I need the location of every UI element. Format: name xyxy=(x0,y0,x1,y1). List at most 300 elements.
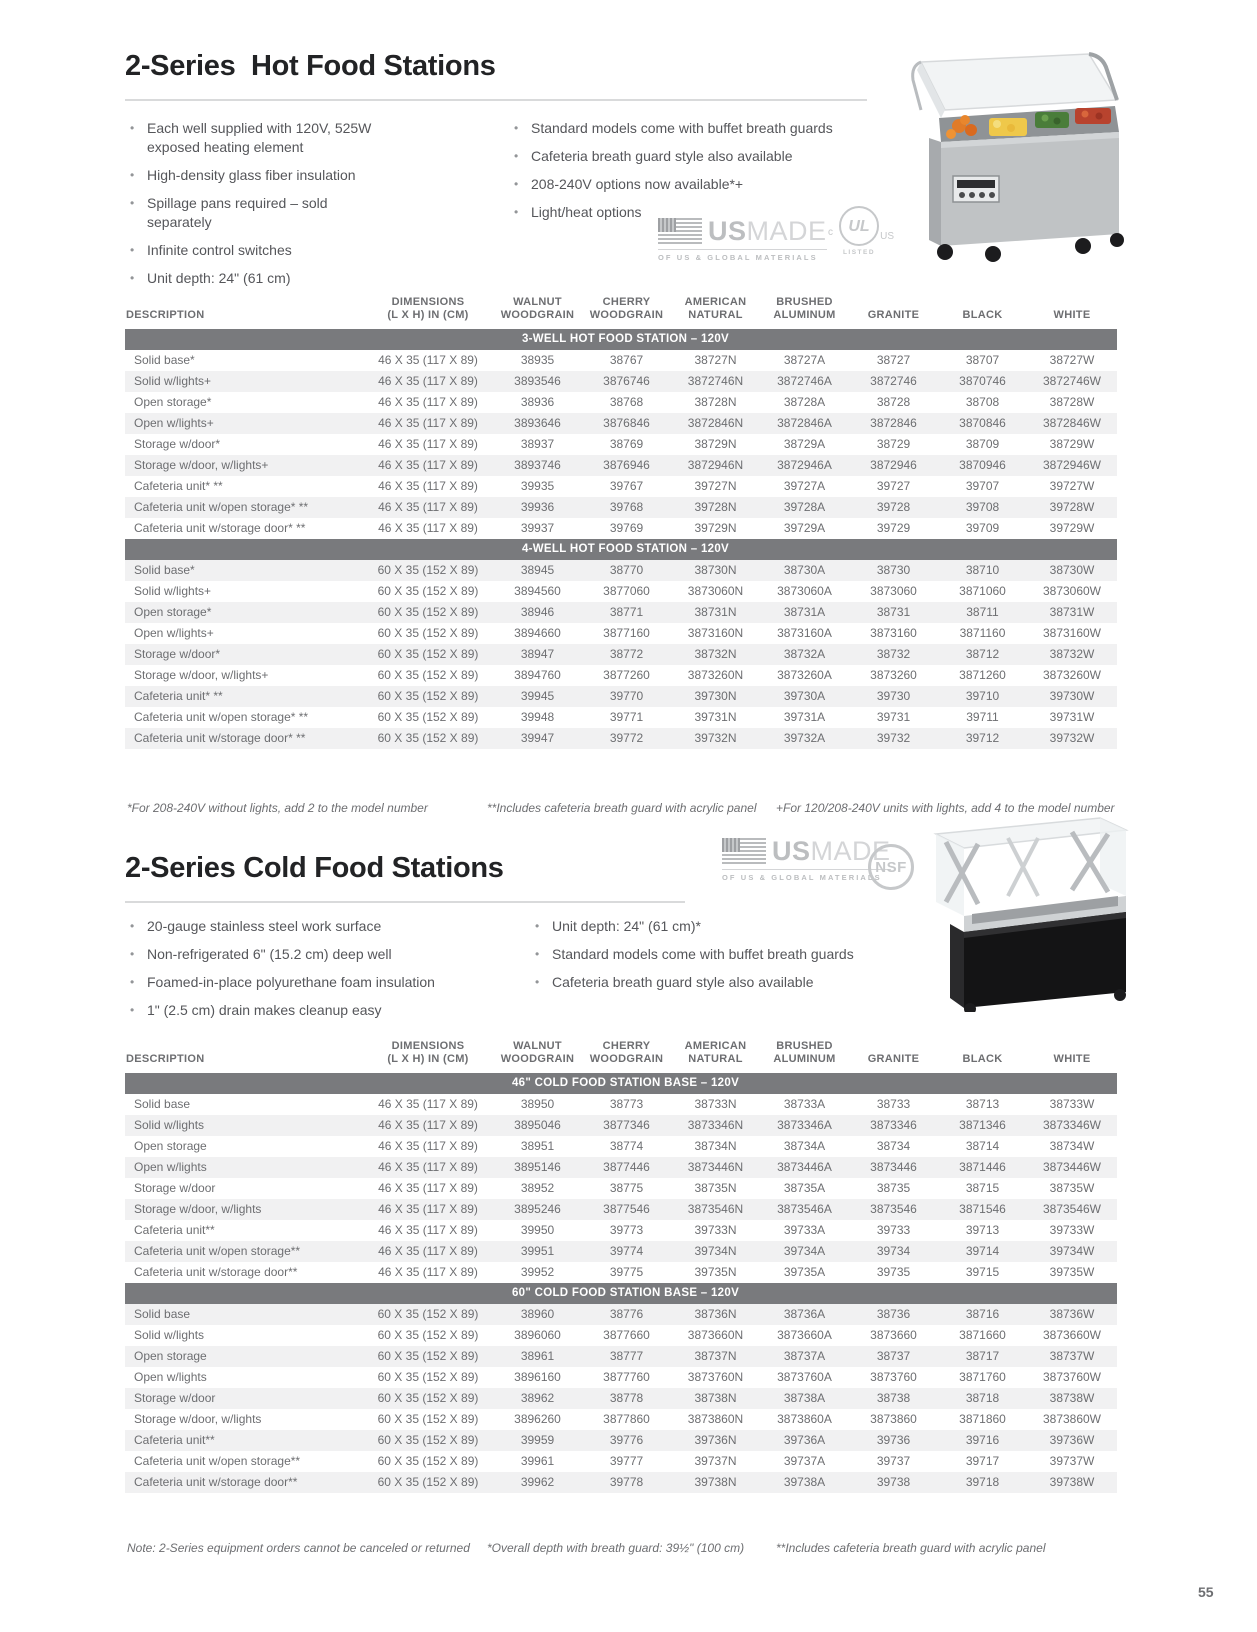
model-number-cell: 3877446 xyxy=(582,1157,671,1178)
bullet-item: • High-density glass fiber insulation xyxy=(128,166,396,185)
model-number-cell: 3872846N xyxy=(671,413,760,434)
model-number-cell: 38728N xyxy=(671,392,760,413)
model-number-cell: 39936 xyxy=(493,497,582,518)
model-number-cell: 39945 xyxy=(493,686,582,707)
hot-table-header-row xyxy=(125,296,1117,329)
model-number-cell: 3873546N xyxy=(671,1199,760,1220)
ul-c-mark: c xyxy=(828,227,833,238)
table-row xyxy=(125,665,1117,686)
table-row xyxy=(125,1472,1117,1493)
model-number-cell: 39773 xyxy=(582,1220,671,1241)
hot-station-image xyxy=(893,48,1125,266)
dimensions-cell: 60 X 35 (152 X 89) xyxy=(363,1304,493,1325)
description-cell: Cafeteria unit w/storage door** xyxy=(125,1262,363,1283)
model-number-cell: 38727A xyxy=(760,350,849,371)
table-row xyxy=(125,1325,1117,1346)
model-number-cell: 3873760W xyxy=(1027,1367,1117,1388)
model-number-cell: 39777 xyxy=(582,1451,671,1472)
model-number-cell: 3873260N xyxy=(671,665,760,686)
model-number-cell: 38772 xyxy=(582,644,671,665)
model-number-cell: 3873760 xyxy=(849,1367,938,1388)
description-cell: Open storage* xyxy=(125,602,363,623)
model-number-cell: 38738A xyxy=(760,1388,849,1409)
model-number-cell: 38710 xyxy=(938,560,1027,581)
model-number-cell: 3872946N xyxy=(671,455,760,476)
model-number-cell: 38738W xyxy=(1027,1388,1117,1409)
model-number-cell: 3871660 xyxy=(938,1325,1027,1346)
model-number-cell: 39731N xyxy=(671,707,760,728)
table-row xyxy=(125,1094,1117,1115)
model-number-cell: 38727W xyxy=(1027,350,1117,371)
model-number-cell: 3893546 xyxy=(493,371,582,392)
dimensions-cell: 46 X 35 (117 X 89) xyxy=(363,476,493,497)
model-number-cell: 38945 xyxy=(493,560,582,581)
dimensions-cell: 46 X 35 (117 X 89) xyxy=(363,371,493,392)
description-cell: Open storage xyxy=(125,1346,363,1367)
model-number-cell: 39735W xyxy=(1027,1262,1117,1283)
model-number-cell: 39937 xyxy=(493,518,582,539)
table-row xyxy=(125,1451,1117,1472)
model-number-cell: 38769 xyxy=(582,434,671,455)
column-header: WALNUT WOODGRAIN xyxy=(500,1040,575,1065)
dimensions-cell: 46 X 35 (117 X 89) xyxy=(363,1115,493,1136)
model-number-cell: 39947 xyxy=(493,728,582,749)
table-row xyxy=(125,623,1117,644)
cold-footnote-3: **Includes cafeteria breath guard with acrylic panel xyxy=(776,1541,1046,1555)
model-number-cell: 39713 xyxy=(938,1220,1027,1241)
model-number-cell: 3876746 xyxy=(582,371,671,392)
bullet-item: • Non-refrigerated 6" (15.2 cm) deep well xyxy=(128,945,508,964)
bullet-item: • Standard models come with buffet breath guards xyxy=(512,119,912,138)
model-number-cell: 38961 xyxy=(493,1346,582,1367)
dimensions-cell: 46 X 35 (117 X 89) xyxy=(363,350,493,371)
model-number-cell: 39950 xyxy=(493,1220,582,1241)
table-row xyxy=(125,455,1117,476)
description-cell: Solid base xyxy=(125,1304,363,1325)
model-number-cell: 3873660N xyxy=(671,1325,760,1346)
model-number-cell: 3895146 xyxy=(493,1157,582,1178)
bullet-item: • 20-gauge stainless steel work surface xyxy=(128,917,508,936)
model-number-cell: 38773 xyxy=(582,1094,671,1115)
usmade-light-text: MADE xyxy=(746,216,827,246)
description-cell: Storage w/door, w/lights xyxy=(125,1409,363,1430)
model-number-cell: 38946 xyxy=(493,602,582,623)
dimensions-cell: 60 X 35 (152 X 89) xyxy=(363,1388,493,1409)
model-number-cell: 39948 xyxy=(493,707,582,728)
model-number-cell: 3873446N xyxy=(671,1157,760,1178)
column-header: DIMENSIONS (L X H) IN (CM) xyxy=(387,1040,469,1065)
model-number-cell: 3873260 xyxy=(849,665,938,686)
model-number-cell: 39727N xyxy=(671,476,760,497)
table-row xyxy=(125,413,1117,434)
cold-footnote-1: Note: 2-Series equipment orders cannot be canceled or returned xyxy=(127,1541,470,1555)
dimensions-cell: 60 X 35 (152 X 89) xyxy=(363,560,493,581)
model-number-cell: 39738 xyxy=(849,1472,938,1493)
model-number-cell: 3871060 xyxy=(938,581,1027,602)
table-row xyxy=(125,560,1117,581)
model-number-cell: 3871346 xyxy=(938,1115,1027,1136)
model-number-cell: 38708 xyxy=(938,392,1027,413)
model-number-cell: 3873446 xyxy=(849,1157,938,1178)
model-number-cell: 38732N xyxy=(671,644,760,665)
bullet-item: • Unit depth: 24" (61 cm) xyxy=(128,269,396,288)
model-number-cell: 3873060 xyxy=(849,581,938,602)
usmade-logo xyxy=(658,218,827,262)
bullet-item: • Foamed-in-place polyurethane foam insulation xyxy=(128,973,508,992)
model-number-cell: 39767 xyxy=(582,476,671,497)
cold-station-image xyxy=(912,796,1130,1012)
hot-footnote-1: *For 208-240V without lights, add 2 to the model number xyxy=(127,801,428,815)
model-number-cell: 38962 xyxy=(493,1388,582,1409)
model-number-cell: 38774 xyxy=(582,1136,671,1157)
dimensions-cell: 60 X 35 (152 X 89) xyxy=(363,1346,493,1367)
hot-station-illustration xyxy=(893,48,1125,266)
hot-title-divider xyxy=(125,99,867,101)
table-row xyxy=(125,392,1117,413)
model-number-cell: 38770 xyxy=(582,560,671,581)
dimensions-cell: 46 X 35 (117 X 89) xyxy=(363,1136,493,1157)
table-row xyxy=(125,728,1117,749)
bullet-item: • Light/heat options xyxy=(512,203,912,222)
model-number-cell: 38736W xyxy=(1027,1304,1117,1325)
model-number-cell: 39775 xyxy=(582,1262,671,1283)
model-number-cell: 3873546A xyxy=(760,1199,849,1220)
description-cell: Open w/lights+ xyxy=(125,413,363,434)
model-number-cell: 39730N xyxy=(671,686,760,707)
model-number-cell: 39734A xyxy=(760,1241,849,1262)
model-number-cell: 39733A xyxy=(760,1220,849,1241)
model-number-cell: 39734 xyxy=(849,1241,938,1262)
model-number-cell: 38728 xyxy=(849,392,938,413)
model-number-cell: 3896060 xyxy=(493,1325,582,1346)
model-number-cell: 39731W xyxy=(1027,707,1117,728)
table-row xyxy=(125,1262,1117,1283)
model-number-cell: 3872746W xyxy=(1027,371,1117,392)
bullet-item: • Standard models come with buffet breath guards xyxy=(533,945,933,964)
model-number-cell: 3872746N xyxy=(671,371,760,392)
description-cell: Cafeteria unit* ** xyxy=(125,686,363,707)
model-number-cell: 38727 xyxy=(849,350,938,371)
model-number-cell: 38734A xyxy=(760,1136,849,1157)
model-number-cell: 3872846 xyxy=(849,413,938,434)
model-number-cell: 3877860 xyxy=(582,1409,671,1430)
model-number-cell: 3873446A xyxy=(760,1157,849,1178)
column-header: WALNUT WOODGRAIN xyxy=(500,296,575,321)
table-row xyxy=(125,1430,1117,1451)
model-number-cell: 39776 xyxy=(582,1430,671,1451)
table-row xyxy=(125,581,1117,602)
model-number-cell: 39738W xyxy=(1027,1472,1117,1493)
model-number-cell: 3872846W xyxy=(1027,413,1117,434)
model-number-cell: 3896160 xyxy=(493,1367,582,1388)
model-number-cell: 3877160 xyxy=(582,623,671,644)
column-header: WHITE xyxy=(1053,1053,1091,1065)
usmade-bold-text: US xyxy=(708,216,747,246)
description-cell: Storage w/door, w/lights+ xyxy=(125,665,363,686)
model-number-cell: 39731 xyxy=(849,707,938,728)
description-cell: Cafeteria unit** xyxy=(125,1430,363,1451)
model-number-cell: 3873860 xyxy=(849,1409,938,1430)
table-row xyxy=(125,518,1117,539)
model-number-cell: 39729A xyxy=(760,518,849,539)
model-number-cell: 38736A xyxy=(760,1304,849,1325)
model-number-cell: 39962 xyxy=(493,1472,582,1493)
model-number-cell: 3873546W xyxy=(1027,1199,1117,1220)
hot-footnote-2: **Includes cafeteria breath guard with acrylic panel xyxy=(487,801,757,815)
hot-food-table xyxy=(125,296,1117,749)
model-number-cell: 38729W xyxy=(1027,434,1117,455)
model-number-cell: 38737W xyxy=(1027,1346,1117,1367)
model-number-cell: 3873760N xyxy=(671,1367,760,1388)
model-number-cell: 3873660 xyxy=(849,1325,938,1346)
model-number-cell: 39710 xyxy=(938,686,1027,707)
model-number-cell: 39935 xyxy=(493,476,582,497)
model-number-cell: 3873160A xyxy=(760,623,849,644)
description-cell: Storage w/door xyxy=(125,1178,363,1199)
section-header-row: 3-WELL HOT FOOD STATION – 120V xyxy=(125,329,1117,350)
model-number-cell: 38735A xyxy=(760,1178,849,1199)
model-number-cell: 3871860 xyxy=(938,1409,1027,1430)
table-row xyxy=(125,1409,1117,1430)
table-row xyxy=(125,1367,1117,1388)
model-number-cell: 38937 xyxy=(493,434,582,455)
dimensions-cell: 60 X 35 (152 X 89) xyxy=(363,1325,493,1346)
model-number-cell: 38734W xyxy=(1027,1136,1117,1157)
column-header: DESCRIPTION xyxy=(126,309,205,321)
description-cell: Storage w/door, w/lights+ xyxy=(125,455,363,476)
model-number-cell: 39729N xyxy=(671,518,760,539)
model-number-cell: 3877660 xyxy=(582,1325,671,1346)
description-cell: Open w/lights xyxy=(125,1367,363,1388)
model-number-cell: 39731A xyxy=(760,707,849,728)
table-row xyxy=(125,1388,1117,1409)
column-header: WHITE xyxy=(1053,309,1091,321)
model-number-cell: 39728W xyxy=(1027,497,1117,518)
table-row xyxy=(125,434,1117,455)
model-number-cell: 38771 xyxy=(582,602,671,623)
model-number-cell: 39732 xyxy=(849,728,938,749)
cold-station-illustration xyxy=(912,796,1130,1012)
model-number-cell: 39774 xyxy=(582,1241,671,1262)
model-number-cell: 38730 xyxy=(849,560,938,581)
description-cell: Cafeteria unit w/storage door** xyxy=(125,1472,363,1493)
bullet-item: • Cafeteria breath guard style also available xyxy=(533,973,933,992)
model-number-cell: 39732W xyxy=(1027,728,1117,749)
model-number-cell: 38731N xyxy=(671,602,760,623)
model-number-cell: 3873546 xyxy=(849,1199,938,1220)
table-row xyxy=(125,1346,1117,1367)
model-number-cell: 3877060 xyxy=(582,581,671,602)
model-number-cell: 3896260 xyxy=(493,1409,582,1430)
dimensions-cell: 60 X 35 (152 X 89) xyxy=(363,686,493,707)
model-number-cell: 3894660 xyxy=(493,623,582,644)
column-header: AMERICAN NATURAL xyxy=(684,1040,747,1065)
description-cell: Open w/lights+ xyxy=(125,623,363,644)
model-number-cell: 39959 xyxy=(493,1430,582,1451)
model-number-cell: 3873060W xyxy=(1027,581,1117,602)
model-number-cell: 39952 xyxy=(493,1262,582,1283)
usmade-bold-text: US xyxy=(772,836,811,866)
model-number-cell: 39728 xyxy=(849,497,938,518)
us-flag-icon xyxy=(722,838,766,865)
model-number-cell: 39733 xyxy=(849,1220,938,1241)
column-header: DIMENSIONS (L X H) IN (CM) xyxy=(387,296,469,321)
usmade-tagline: OF US & GLOBAL MATERIALS xyxy=(722,869,891,882)
table-row xyxy=(125,1157,1117,1178)
model-number-cell: 39737W xyxy=(1027,1451,1117,1472)
column-header: BRUSHED ALUMINUM xyxy=(773,296,836,321)
model-number-cell: 3873160N xyxy=(671,623,760,644)
description-cell: Cafeteria unit w/storage door* ** xyxy=(125,728,363,749)
model-number-cell: 38718 xyxy=(938,1388,1027,1409)
model-number-cell: 39733W xyxy=(1027,1220,1117,1241)
description-cell: Cafeteria unit** xyxy=(125,1220,363,1241)
model-number-cell: 3870846 xyxy=(938,413,1027,434)
dimensions-cell: 60 X 35 (152 X 89) xyxy=(363,665,493,686)
column-header: BRUSHED ALUMINUM xyxy=(773,1040,836,1065)
model-number-cell: 38738N xyxy=(671,1388,760,1409)
model-number-cell: 3871760 xyxy=(938,1367,1027,1388)
cold-bullet-list-right xyxy=(533,917,933,1001)
model-number-cell: 39730 xyxy=(849,686,938,707)
model-number-cell: 38777 xyxy=(582,1346,671,1367)
model-number-cell: 39729W xyxy=(1027,518,1117,539)
model-number-cell: 39736 xyxy=(849,1430,938,1451)
model-number-cell: 39730W xyxy=(1027,686,1117,707)
model-number-cell: 3894560 xyxy=(493,581,582,602)
table-row xyxy=(125,1220,1117,1241)
dimensions-cell: 60 X 35 (152 X 89) xyxy=(363,1472,493,1493)
description-cell: Open w/lights xyxy=(125,1157,363,1178)
dimensions-cell: 46 X 35 (117 X 89) xyxy=(363,392,493,413)
table-row xyxy=(125,1178,1117,1199)
model-number-cell: 38936 xyxy=(493,392,582,413)
description-cell: Open storage* xyxy=(125,392,363,413)
model-number-cell: 3873160 xyxy=(849,623,938,644)
description-cell: Solid w/lights+ xyxy=(125,581,363,602)
column-header: CHERRY WOODGRAIN xyxy=(589,1040,664,1065)
model-number-cell: 38732 xyxy=(849,644,938,665)
table-row xyxy=(125,1115,1117,1136)
bullet-item: • 1" (2.5 cm) drain makes cleanup easy xyxy=(128,1001,508,1020)
description-cell: Cafeteria unit w/open storage** xyxy=(125,1241,363,1262)
cold-table-header-row xyxy=(125,1040,1117,1073)
cold-section-title: 2-Series Cold Food Stations xyxy=(125,852,504,884)
model-number-cell: 39771 xyxy=(582,707,671,728)
model-number-cell: 38732A xyxy=(760,644,849,665)
model-number-cell: 38935 xyxy=(493,350,582,371)
model-number-cell: 38737A xyxy=(760,1346,849,1367)
model-number-cell: 39711 xyxy=(938,707,1027,728)
model-number-cell: 3895246 xyxy=(493,1199,582,1220)
model-number-cell: 3871546 xyxy=(938,1199,1027,1220)
model-number-cell: 38732W xyxy=(1027,644,1117,665)
description-cell: Solid base* xyxy=(125,350,363,371)
model-number-cell: 3872846A xyxy=(760,413,849,434)
table-row xyxy=(125,602,1117,623)
model-number-cell: 3893746 xyxy=(493,455,582,476)
model-number-cell: 39737A xyxy=(760,1451,849,1472)
model-number-cell: 3871446 xyxy=(938,1157,1027,1178)
model-number-cell: 38729N xyxy=(671,434,760,455)
model-number-cell: 38730W xyxy=(1027,560,1117,581)
model-number-cell: 39738N xyxy=(671,1472,760,1493)
model-number-cell: 39738A xyxy=(760,1472,849,1493)
model-number-cell: 39718 xyxy=(938,1472,1027,1493)
model-number-cell: 3872746A xyxy=(760,371,849,392)
model-number-cell: 38768 xyxy=(582,392,671,413)
model-number-cell: 3873860A xyxy=(760,1409,849,1430)
model-number-cell: 38736N xyxy=(671,1304,760,1325)
cold-footnote-2: *Overall depth with breath guard: 39½" (100 cm) xyxy=(487,1541,745,1555)
model-number-cell: 3873346 xyxy=(849,1115,938,1136)
model-number-cell: 39733N xyxy=(671,1220,760,1241)
model-number-cell: 3877546 xyxy=(582,1199,671,1220)
table-row xyxy=(125,350,1117,371)
bullet-item: • Cafeteria breath guard style also available xyxy=(512,147,912,166)
column-header: BLACK xyxy=(962,309,1003,321)
model-number-cell: 39727 xyxy=(849,476,938,497)
model-number-cell: 38730N xyxy=(671,560,760,581)
description-cell: Solid w/lights xyxy=(125,1325,363,1346)
model-number-cell: 39961 xyxy=(493,1451,582,1472)
dimensions-cell: 46 X 35 (117 X 89) xyxy=(363,497,493,518)
description-cell: Solid w/lights xyxy=(125,1115,363,1136)
model-number-cell: 38711 xyxy=(938,602,1027,623)
ul-listed-logo xyxy=(822,206,896,256)
model-number-cell: 3870946 xyxy=(938,455,1027,476)
table-row xyxy=(125,476,1117,497)
nsf-text: NSF xyxy=(875,858,907,876)
model-number-cell: 39734W xyxy=(1027,1241,1117,1262)
model-number-cell: 3877760 xyxy=(582,1367,671,1388)
usmade-logo-cold xyxy=(722,838,891,882)
dimensions-cell: 46 X 35 (117 X 89) xyxy=(363,1262,493,1283)
model-number-cell: 39735N xyxy=(671,1262,760,1283)
model-number-cell: 38733N xyxy=(671,1094,760,1115)
dimensions-cell: 46 X 35 (117 X 89) xyxy=(363,1157,493,1178)
model-number-cell: 38728A xyxy=(760,392,849,413)
hot-footnote-3: +For 120/208-240V units with lights, add 4 to the model number xyxy=(776,801,1115,815)
model-number-cell: 3873660W xyxy=(1027,1325,1117,1346)
table-row xyxy=(125,497,1117,518)
ul-circle-icon: UL xyxy=(839,206,879,246)
dimensions-cell: 46 X 35 (117 X 89) xyxy=(363,413,493,434)
dimensions-cell: 46 X 35 (117 X 89) xyxy=(363,1094,493,1115)
column-header: GRANITE xyxy=(867,1053,920,1065)
model-number-cell: 38776 xyxy=(582,1304,671,1325)
section-header-row: 46" COLD FOOD STATION BASE – 120V xyxy=(125,1073,1117,1094)
page-number: 55 xyxy=(1198,1584,1214,1600)
model-number-cell: 38960 xyxy=(493,1304,582,1325)
model-number-cell: 39709 xyxy=(938,518,1027,539)
model-number-cell: 39735 xyxy=(849,1262,938,1283)
model-number-cell: 39734N xyxy=(671,1241,760,1262)
dimensions-cell: 46 X 35 (117 X 89) xyxy=(363,518,493,539)
model-number-cell: 3876946 xyxy=(582,455,671,476)
model-number-cell: 38707 xyxy=(938,350,1027,371)
cold-title-divider xyxy=(125,901,685,903)
model-number-cell: 38775 xyxy=(582,1178,671,1199)
model-number-cell: 38715 xyxy=(938,1178,1027,1199)
model-number-cell: 38734N xyxy=(671,1136,760,1157)
model-number-cell: 39728N xyxy=(671,497,760,518)
model-number-cell: 3893646 xyxy=(493,413,582,434)
model-number-cell: 38737N xyxy=(671,1346,760,1367)
description-cell: Cafeteria unit w/storage door* ** xyxy=(125,518,363,539)
model-number-cell: 3873346W xyxy=(1027,1115,1117,1136)
hot-section-title: 2-Series Hot Food Stations xyxy=(125,50,496,82)
